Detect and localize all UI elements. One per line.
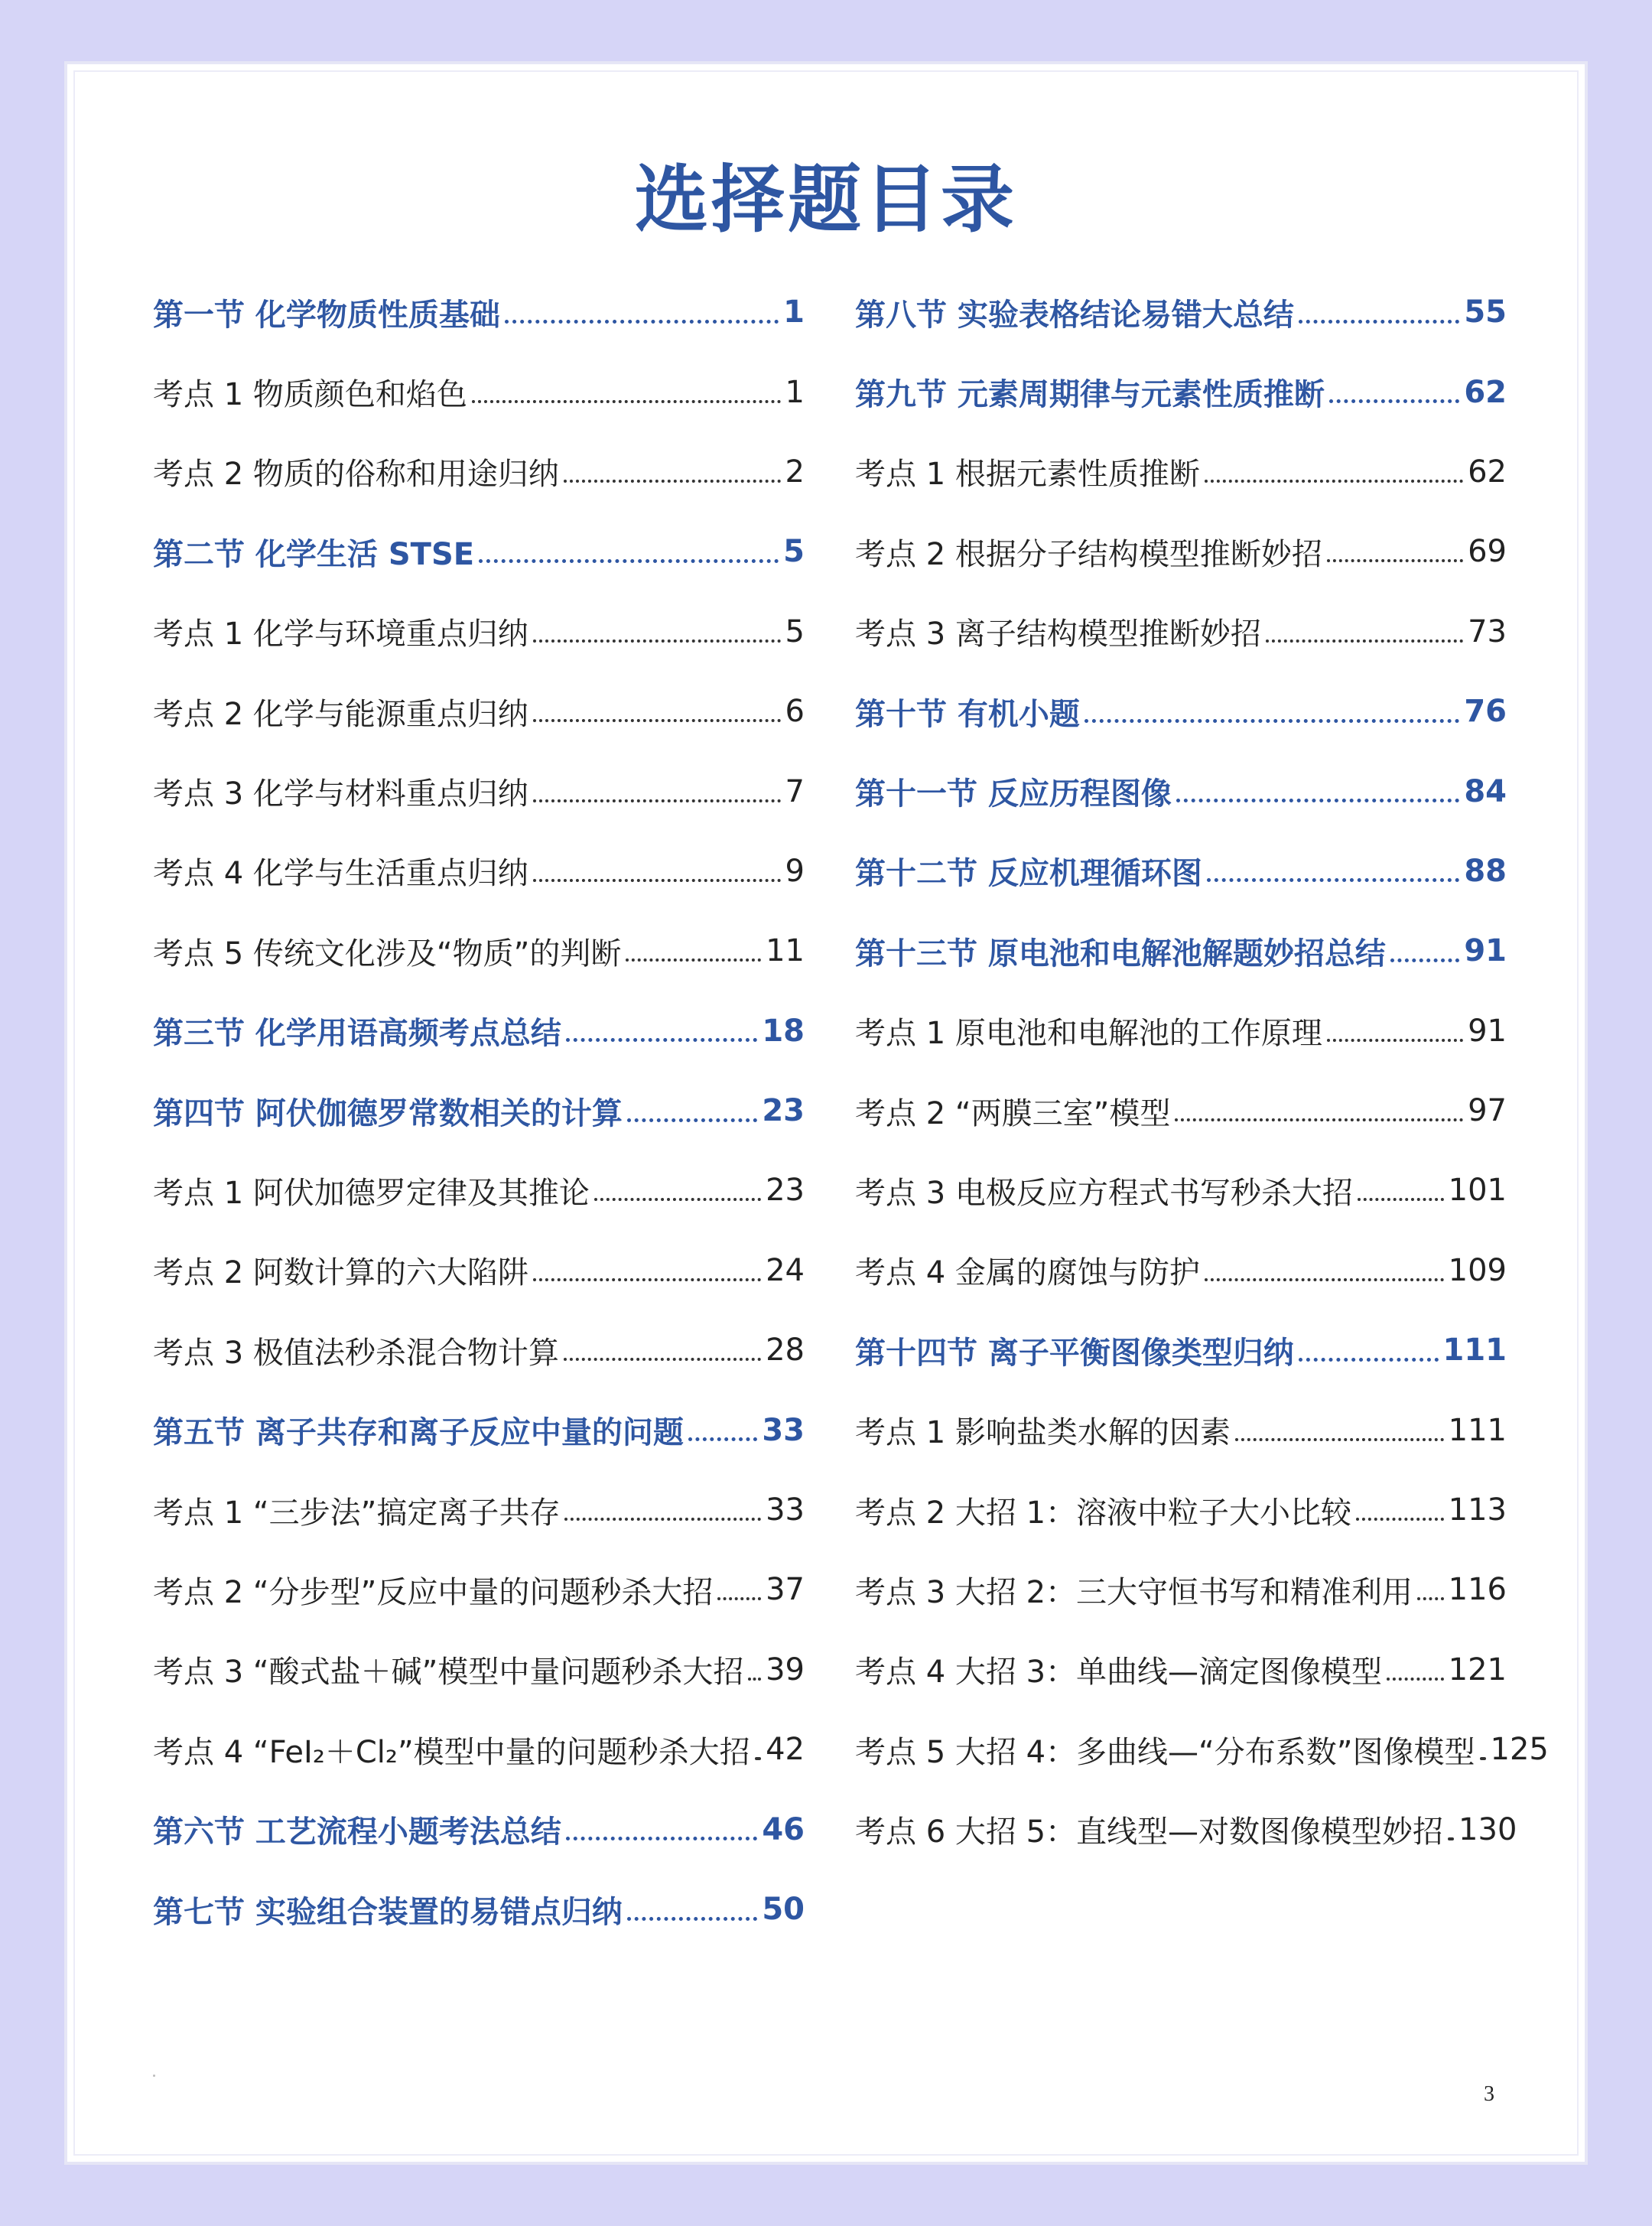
toc-entry-label: 考点 4 “FeI₂＋Cl₂”模型中量的问题秒杀大招	[153, 1734, 750, 1770]
dot-leader	[1176, 799, 1459, 802]
dot-leader	[1329, 399, 1459, 403]
toc-entry-label: 考点 1 物质颜色和焰色	[153, 377, 467, 413]
toc-item-entry[interactable]	[855, 1150, 1507, 1230]
toc-section-entry[interactable]	[855, 352, 1507, 431]
toc-entry-page: 50	[762, 1892, 805, 1927]
toc-entry-page: 6	[785, 694, 805, 730]
toc-item-entry[interactable]	[855, 1630, 1507, 1710]
toc-entry-page: 116	[1448, 1572, 1507, 1608]
dot-leader	[564, 480, 781, 483]
toc-entry-label: 考点 3 离子结构模型推断妙招	[855, 617, 1261, 653]
dot-leader	[533, 879, 781, 882]
dot-leader	[1448, 1837, 1454, 1840]
toc-item-entry[interactable]	[153, 592, 805, 672]
toc-entry-page: 42	[766, 1732, 805, 1768]
toc-entry-label: 考点 1 “三步法”搞定离子共存	[153, 1495, 561, 1531]
dot-leader	[1299, 1358, 1439, 1362]
toc-entry-label: 考点 1 阿伏加德罗定律及其推论	[153, 1175, 590, 1211]
toc-entry-label: 第八节 实验表格结论易错大总结	[855, 297, 1294, 333]
toc-item-entry[interactable]	[855, 1470, 1507, 1550]
dot-leader	[472, 400, 781, 403]
toc-item-entry[interactable]	[855, 512, 1507, 591]
toc-section-entry[interactable]	[153, 1870, 805, 1949]
toc-section-entry[interactable]	[153, 512, 805, 591]
toc-entry-label: 第十三节 原电池和电解池解题妙招总结	[855, 936, 1386, 971]
toc-item-entry[interactable]	[153, 831, 805, 911]
toc-entry-page: 113	[1448, 1492, 1507, 1528]
toc-entry-page: 33	[766, 1492, 805, 1528]
toc-entry-page: 1	[785, 374, 805, 410]
toc-entry-label: 第九节 元素周期律与元素性质推断	[855, 377, 1325, 413]
toc-entry-label: 考点 6 大招 5：直线型—对数图像模型妙招	[855, 1814, 1444, 1850]
toc-entry-label: 第二节 化学生活 STSE	[153, 536, 475, 572]
toc-section-entry[interactable]	[855, 672, 1507, 751]
dot-leader	[479, 559, 779, 563]
dot-leader	[717, 1597, 761, 1600]
toc-entry-page: 2	[785, 454, 805, 490]
dot-leader	[1175, 1118, 1463, 1121]
toc-entry-label: 考点 1 影响盐类水解的因素	[855, 1415, 1231, 1451]
toc-entry-label: 考点 2 化学与能源重点归纳	[153, 696, 528, 732]
toc-item-entry[interactable]	[855, 1390, 1507, 1469]
toc-item-entry[interactable]	[153, 1231, 805, 1310]
page-number: 3	[1484, 2082, 1494, 2106]
toc-item-entry[interactable]	[153, 1150, 805, 1230]
toc-item-entry[interactable]	[855, 1789, 1517, 1869]
toc-item-entry[interactable]	[153, 1710, 805, 1789]
toc-section-entry[interactable]	[855, 911, 1507, 991]
dot-leader	[1327, 559, 1463, 562]
toc-entry-page: 91	[1464, 933, 1507, 969]
toc-entry-label: 考点 3 电极反应方程式书写秒杀大招	[855, 1175, 1353, 1211]
toc-entry-page: 37	[766, 1572, 805, 1608]
dot-leader	[533, 1278, 761, 1281]
toc-item-entry[interactable]	[855, 991, 1507, 1071]
toc-entry-page: 11	[766, 933, 805, 969]
toc-entry-page: 111	[1442, 1333, 1507, 1368]
dot-leader	[505, 320, 779, 324]
toc-entry-label: 第十二节 反应机理循环图	[855, 856, 1202, 892]
toc-entry-label: 考点 3 大招 2：三大守恒书写和精准利用	[855, 1574, 1413, 1610]
toc-item-entry[interactable]	[153, 1470, 805, 1550]
toc-entry-label: 考点 2 阿数计算的六大陷阱	[153, 1255, 528, 1291]
dot-leader	[533, 799, 781, 802]
dot-leader	[626, 958, 761, 962]
dot-leader	[1480, 1757, 1486, 1760]
toc-item-entry[interactable]	[855, 1710, 1549, 1789]
toc-item-entry[interactable]	[855, 1550, 1507, 1629]
toc-entry-label: 第十一节 反应历程图像	[855, 776, 1172, 812]
toc-entry-page: 55	[1464, 295, 1507, 330]
toc-entry-page: 7	[785, 773, 805, 809]
toc-entry-page: 39	[766, 1652, 805, 1687]
toc-entry-page: 46	[762, 1811, 805, 1847]
toc-section-entry[interactable]	[855, 751, 1507, 831]
toc-entry-page: 62	[1468, 454, 1507, 490]
dot-leader	[1266, 639, 1463, 643]
dot-leader	[627, 1917, 757, 1921]
toc-entry-label: 第三节 化学用语高频考点总结	[153, 1016, 561, 1052]
dot-leader	[566, 1038, 757, 1042]
toc-entry-label: 考点 3 “酸式盐＋碱”模型中量问题秒杀大招	[153, 1655, 744, 1691]
dot-leader	[1205, 1278, 1444, 1281]
toc-entry-page: 97	[1468, 1093, 1507, 1129]
dot-leader	[566, 1837, 757, 1840]
toc-entry-page: 5	[785, 613, 805, 649]
dot-leader	[1085, 719, 1459, 723]
dot-leader	[533, 719, 781, 722]
toc-entry-page: 121	[1448, 1652, 1507, 1687]
toc-entry-label: 考点 2 物质的俗称和用途归纳	[153, 457, 559, 493]
dot-leader	[594, 1198, 761, 1201]
dot-leader	[688, 1437, 757, 1441]
dot-leader	[564, 1358, 761, 1361]
toc-item-entry[interactable]	[153, 432, 805, 512]
toc-right-column	[855, 272, 1549, 1870]
toc-entry-page: 18	[762, 1013, 805, 1049]
dot-leader	[748, 1678, 761, 1681]
toc-item-entry[interactable]	[153, 751, 805, 831]
dot-leader	[1235, 1438, 1444, 1441]
toc-entry-label: 考点 5 大招 4：多曲线—“分布系数”图像模型	[855, 1734, 1475, 1770]
toc-entry-page: 9	[785, 853, 805, 889]
toc-entry-label: 考点 2 “两膜三室”模型	[855, 1095, 1171, 1131]
page-mark	[153, 2075, 155, 2077]
toc-entry-label: 考点 1 原电池和电解池的工作原理	[855, 1016, 1322, 1052]
toc-entry-page: 91	[1468, 1013, 1507, 1049]
toc-entry-label: 考点 4 大招 3：单曲线—滴定图像模型	[855, 1655, 1383, 1691]
toc-entry-label: 第十节 有机小题	[855, 696, 1080, 732]
dot-leader	[533, 639, 781, 643]
toc-entry-label: 考点 3 化学与材料重点归纳	[153, 776, 528, 812]
toc-entry-page: 84	[1464, 773, 1507, 809]
toc-item-entry[interactable]	[855, 592, 1507, 672]
toc-entry-page: 28	[766, 1333, 805, 1368]
toc-section-entry[interactable]	[153, 1789, 805, 1869]
toc-entry-label: 考点 2 “分步型”反应中量的问题秒杀大招	[153, 1574, 714, 1610]
dot-leader	[564, 1518, 761, 1521]
toc-entry-page: 5	[783, 534, 805, 570]
dot-leader	[1387, 1678, 1444, 1681]
dot-leader	[1205, 480, 1463, 483]
toc-entry-label: 考点 4 化学与生活重点归纳	[153, 856, 528, 892]
toc-section-entry[interactable]	[153, 1390, 805, 1469]
toc-entry-page: 1	[783, 295, 805, 330]
toc-section-entry[interactable]	[153, 272, 805, 352]
toc-section-entry[interactable]	[855, 831, 1507, 911]
toc-item-entry[interactable]	[153, 352, 805, 431]
toc-section-entry[interactable]	[855, 272, 1507, 352]
dot-leader	[755, 1757, 761, 1760]
toc-item-entry[interactable]	[855, 432, 1507, 512]
toc-entry-page: 24	[766, 1252, 805, 1288]
dot-leader	[627, 1118, 757, 1122]
toc-entry-page: 101	[1448, 1173, 1507, 1209]
toc-entry-label: 第一节 化学物质性质基础	[153, 297, 500, 333]
toc-entry-page: 62	[1464, 374, 1507, 410]
dot-leader	[1207, 878, 1459, 882]
toc-item-entry[interactable]	[153, 1310, 805, 1390]
toc-item-entry[interactable]	[153, 1630, 805, 1710]
toc-entry-label: 考点 5 传统文化涉及“物质”的判断	[153, 936, 622, 971]
toc-entry-label: 第七节 实验组合装置的易错点归纳	[153, 1894, 623, 1930]
toc-entry-page: 88	[1464, 853, 1507, 889]
dot-leader	[1327, 1039, 1463, 1042]
toc-entry-page: 130	[1459, 1811, 1517, 1847]
toc-entry-label: 第五节 离子共存和离子反应中量的问题	[153, 1415, 684, 1451]
toc-item-entry[interactable]	[153, 1550, 805, 1629]
toc-entry-page: 125	[1490, 1732, 1549, 1768]
toc-entry-page: 69	[1468, 534, 1507, 570]
toc-entry-page: 23	[766, 1173, 805, 1209]
toc-entry-page: 76	[1464, 694, 1507, 730]
toc-section-entry[interactable]	[855, 1310, 1507, 1390]
dot-leader	[1417, 1597, 1444, 1600]
toc-entry-page: 23	[762, 1093, 805, 1129]
toc-entry-label: 考点 1 根据元素性质推断	[855, 457, 1200, 493]
dot-leader	[1299, 320, 1459, 324]
dot-leader	[1390, 958, 1459, 962]
toc-entry-label: 考点 3 极值法秒杀混合物计算	[153, 1335, 559, 1371]
toc-section-entry[interactable]	[153, 1071, 805, 1150]
toc-entry-page: 73	[1468, 613, 1507, 649]
toc-left-column	[153, 272, 805, 1949]
toc-entry-page: 111	[1448, 1412, 1507, 1448]
toc-entry-label: 考点 2 大招 1：溶液中粒子大小比较	[855, 1495, 1352, 1531]
toc-item-entry[interactable]	[855, 1231, 1507, 1310]
toc-section-entry[interactable]	[153, 991, 805, 1071]
toc-entry-label: 考点 4 金属的腐蚀与防护	[855, 1255, 1200, 1291]
toc-entry-label: 第六节 工艺流程小题考法总结	[153, 1814, 561, 1850]
toc-entry-label: 考点 1 化学与环境重点归纳	[153, 617, 528, 653]
toc-entry-page: 109	[1448, 1252, 1507, 1288]
toc-item-entry[interactable]	[153, 911, 805, 991]
toc-item-entry[interactable]	[153, 672, 805, 751]
toc-entry-label: 第十四节 离子平衡图像类型归纳	[855, 1335, 1294, 1371]
toc-entry-page: 33	[762, 1412, 805, 1448]
dot-leader	[1358, 1198, 1444, 1201]
toc-item-entry[interactable]	[855, 1071, 1507, 1150]
toc-entry-label: 考点 2 根据分子结构模型推断妙招	[855, 536, 1322, 572]
dot-leader	[1356, 1518, 1444, 1521]
toc-entry-label: 第四节 阿伏伽德罗常数相关的计算	[153, 1095, 623, 1131]
page-title: 选择题目录	[635, 157, 1017, 242]
